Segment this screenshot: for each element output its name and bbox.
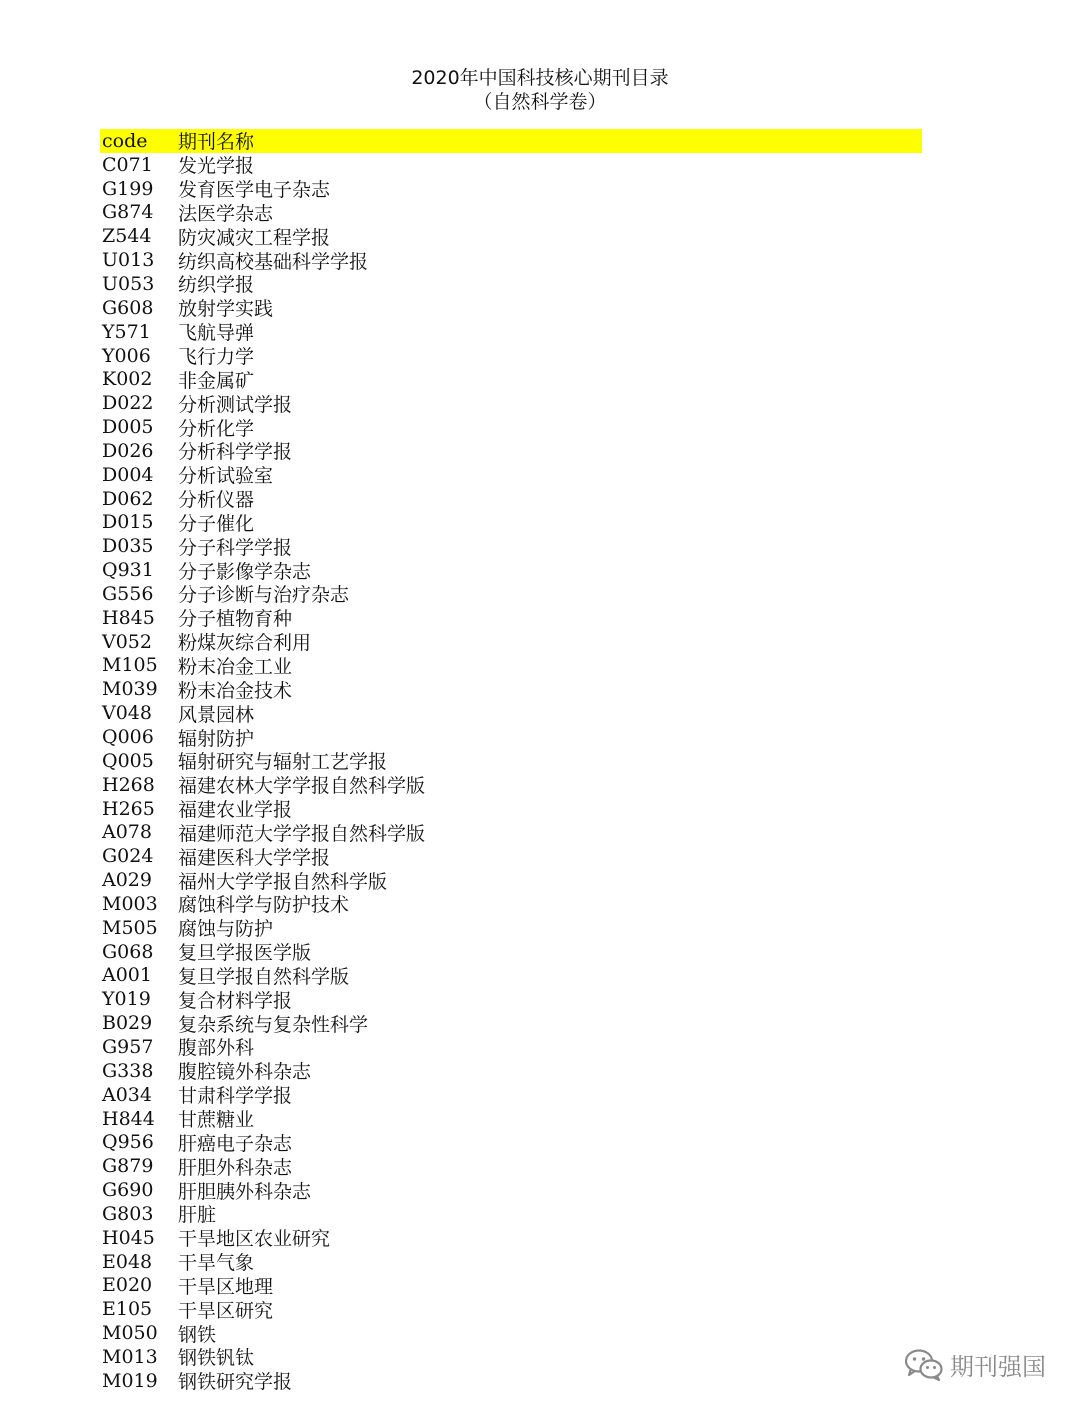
journal-name: 钢铁研究学报 [178,1371,293,1394]
page-subtitle: （自然科学卷） [473,91,607,113]
table-row [100,1178,922,1202]
journal-name: 复杂系统与复杂性科学 [178,1013,369,1036]
journal-code: D005 [102,416,154,439]
table-row [100,964,922,988]
table-row [100,820,922,844]
journal-code: U013 [102,249,155,272]
journal-code: A001 [102,964,152,987]
journal-code: H845 [102,606,155,629]
journal-name: 分子诊断与治疗杂志 [178,584,350,607]
journal-code: E105 [102,1298,153,1321]
table-row [100,1011,922,1035]
table-row [100,1226,922,1250]
table-row [100,630,922,654]
table-row [100,868,922,892]
table-row [100,344,922,368]
journal-name: 纺织学报 [178,274,255,297]
journal-code: G024 [102,845,154,868]
table-row [100,606,922,630]
table-row [100,582,922,606]
journal-code: D026 [102,439,154,462]
journal-code: D062 [102,487,154,510]
table-row [100,1130,922,1154]
table-row [100,415,922,439]
journal-name: 甘蔗糖业 [178,1109,255,1132]
journal-name: 干旱区地理 [178,1275,274,1298]
journal-name: 分子植物育种 [178,608,293,631]
table-row [100,534,922,558]
journal-name: 风景园林 [178,703,255,726]
table-row [100,391,922,415]
journal-name: 辐射研究与辐射工艺学报 [178,751,388,774]
journal-name: 分析科学学报 [178,441,293,464]
journal-name: 干旱气象 [178,1252,255,1275]
journal-code: A034 [102,1083,152,1106]
watermark-text: 期刊强国 [950,1353,1046,1381]
journal-name: 肝脏 [178,1204,217,1227]
journal-code: M039 [102,678,158,701]
table-row [100,248,922,272]
table-row [100,201,922,225]
journal-name: 腐蚀科学与防护技术 [178,894,350,917]
table-body [100,153,922,1393]
table-row [100,654,922,678]
journal-code: D022 [102,392,154,415]
journal-code: G874 [102,201,154,224]
journal-code: B029 [102,1012,153,1035]
journal-code: K002 [102,368,153,391]
journal-code: Q006 [102,726,154,749]
journal-code: M105 [102,654,158,677]
journal-code: G957 [102,1035,154,1058]
table-row [100,463,922,487]
page-title: 2020年中国科技核心期刊目录 [411,67,669,89]
journal-name: 粉煤灰综合利用 [178,632,312,655]
journal-code: H265 [102,797,155,820]
journal-code: Q956 [102,1131,154,1154]
journal-code: H844 [102,1107,155,1130]
journal-code: E048 [102,1250,153,1273]
table-row [100,1321,922,1345]
table-row [100,892,922,916]
journal-code: U053 [102,272,155,295]
journal-name: 发育医学电子杂志 [178,179,331,202]
journal-name: 腹腔镜外科杂志 [178,1061,312,1084]
journal-code: G608 [102,296,154,319]
journal-code: C071 [102,153,153,176]
journal-name: 发光学报 [178,155,255,178]
journal-name: 分析化学 [178,417,255,440]
journal-name: 分子科学学报 [178,536,293,559]
table-row [100,487,922,511]
journal-name: 福建农业学报 [178,799,293,822]
watermark [904,1347,1046,1382]
journal-code: G338 [102,1059,154,1082]
table-row [100,940,922,964]
journal-code: G879 [102,1155,154,1178]
journal-name: 钢铁 [178,1323,217,1346]
table-row [100,1202,922,1226]
journal-name: 分子催化 [178,512,255,535]
journal-name: 非金属矿 [178,369,255,392]
table-row [100,439,922,463]
journal-name: 分析仪器 [178,489,255,512]
table-row [100,177,922,201]
journal-name: 肝癌电子杂志 [178,1132,293,1155]
table-row [100,367,922,391]
journal-code: G068 [102,940,154,963]
journal-code: D035 [102,535,154,558]
journal-code: G690 [102,1179,154,1202]
table-row [100,1274,922,1298]
table-row [100,987,922,1011]
journal-name: 法医学杂志 [178,202,274,225]
journal-name: 纺织高校基础科学学报 [178,250,369,273]
journal-code: V048 [102,702,152,725]
journal-name: 复合材料学报 [178,989,293,1012]
table-row [100,1154,922,1178]
wechat-icon [904,1348,944,1382]
journal-code: D015 [102,511,154,534]
journal-name: 福建师范大学学报自然科学版 [178,822,426,845]
table-row [100,224,922,248]
journal-code: A029 [102,869,152,892]
journal-code: H268 [102,773,155,796]
journal-name: 飞航导弹 [178,322,255,345]
journal-code: M013 [102,1345,158,1368]
table-row [100,773,922,797]
journal-name: 复旦学报医学版 [178,942,312,965]
journal-code: G556 [102,582,154,605]
table-row [100,153,922,177]
table-row [100,558,922,582]
table-row [100,1059,922,1083]
table-row [100,1345,922,1369]
journal-code: A078 [102,821,152,844]
journal-name: 干旱区研究 [178,1299,274,1322]
table-row [100,725,922,749]
journal-name: 分析测试学报 [178,393,293,416]
journal-name: 腹部外科 [178,1037,255,1060]
journal-name: 分析试验室 [178,465,274,488]
table-row [100,511,922,535]
journal-code: D004 [102,463,154,486]
table-header-row [100,129,922,153]
journal-code: M003 [102,892,158,915]
table-row [100,844,922,868]
journal-name: 粉末冶金工业 [178,655,293,678]
header-name: 期刊名称 [178,131,255,154]
journal-name: 放射学实践 [178,298,274,321]
journal-code: Q005 [102,749,154,772]
table-row [100,320,922,344]
table-row [100,272,922,296]
journal-name: 防灾减灾工程学报 [178,226,331,249]
journal-name: 钢铁钒钛 [178,1347,255,1370]
journal-code: M505 [102,916,158,939]
journal-name: 福建农林大学学报自然科学版 [178,775,426,798]
table-row [100,296,922,320]
journal-code: G199 [102,177,154,200]
journal-name: 干旱地区农业研究 [178,1228,331,1251]
journal-name: 复旦学报自然科学版 [178,965,350,988]
journal-code: Y006 [102,344,151,367]
table-row [100,677,922,701]
journal-name: 福建医科大学学报 [178,846,331,869]
journal-code: H045 [102,1226,155,1249]
journal-name: 粉末冶金技术 [178,679,293,702]
table-row [100,797,922,821]
journal-code: Y571 [102,320,151,343]
journal-name: 肝胆外科杂志 [178,1156,293,1179]
journal-name: 福州大学学报自然科学版 [178,870,388,893]
table-row [100,701,922,725]
journal-name: 飞行力学 [178,346,255,369]
journal-code: M019 [102,1369,158,1392]
journal-name: 分子影像学杂志 [178,560,312,583]
journal-name: 肝胆胰外科杂志 [178,1180,312,1203]
table-row [100,1083,922,1107]
journal-code: Y019 [102,988,151,1011]
header-code: code [102,129,148,152]
journal-code: V052 [102,630,152,653]
table-row [100,1107,922,1131]
table-row [100,916,922,940]
journal-table [100,129,922,1393]
journal-code: Q931 [102,559,154,582]
journal-name: 甘肃科学学报 [178,1085,293,1108]
journal-code: Z544 [102,225,152,248]
table-row [100,1369,922,1393]
journal-code: E020 [102,1274,153,1297]
table-row [100,1035,922,1059]
journal-name: 腐蚀与防护 [178,918,274,941]
journal-code: M050 [102,1322,158,1345]
table-row [100,1250,922,1274]
journal-code: G803 [102,1202,154,1225]
table-row [100,749,922,773]
table-row [100,1297,922,1321]
journal-name: 辐射防护 [178,727,255,750]
